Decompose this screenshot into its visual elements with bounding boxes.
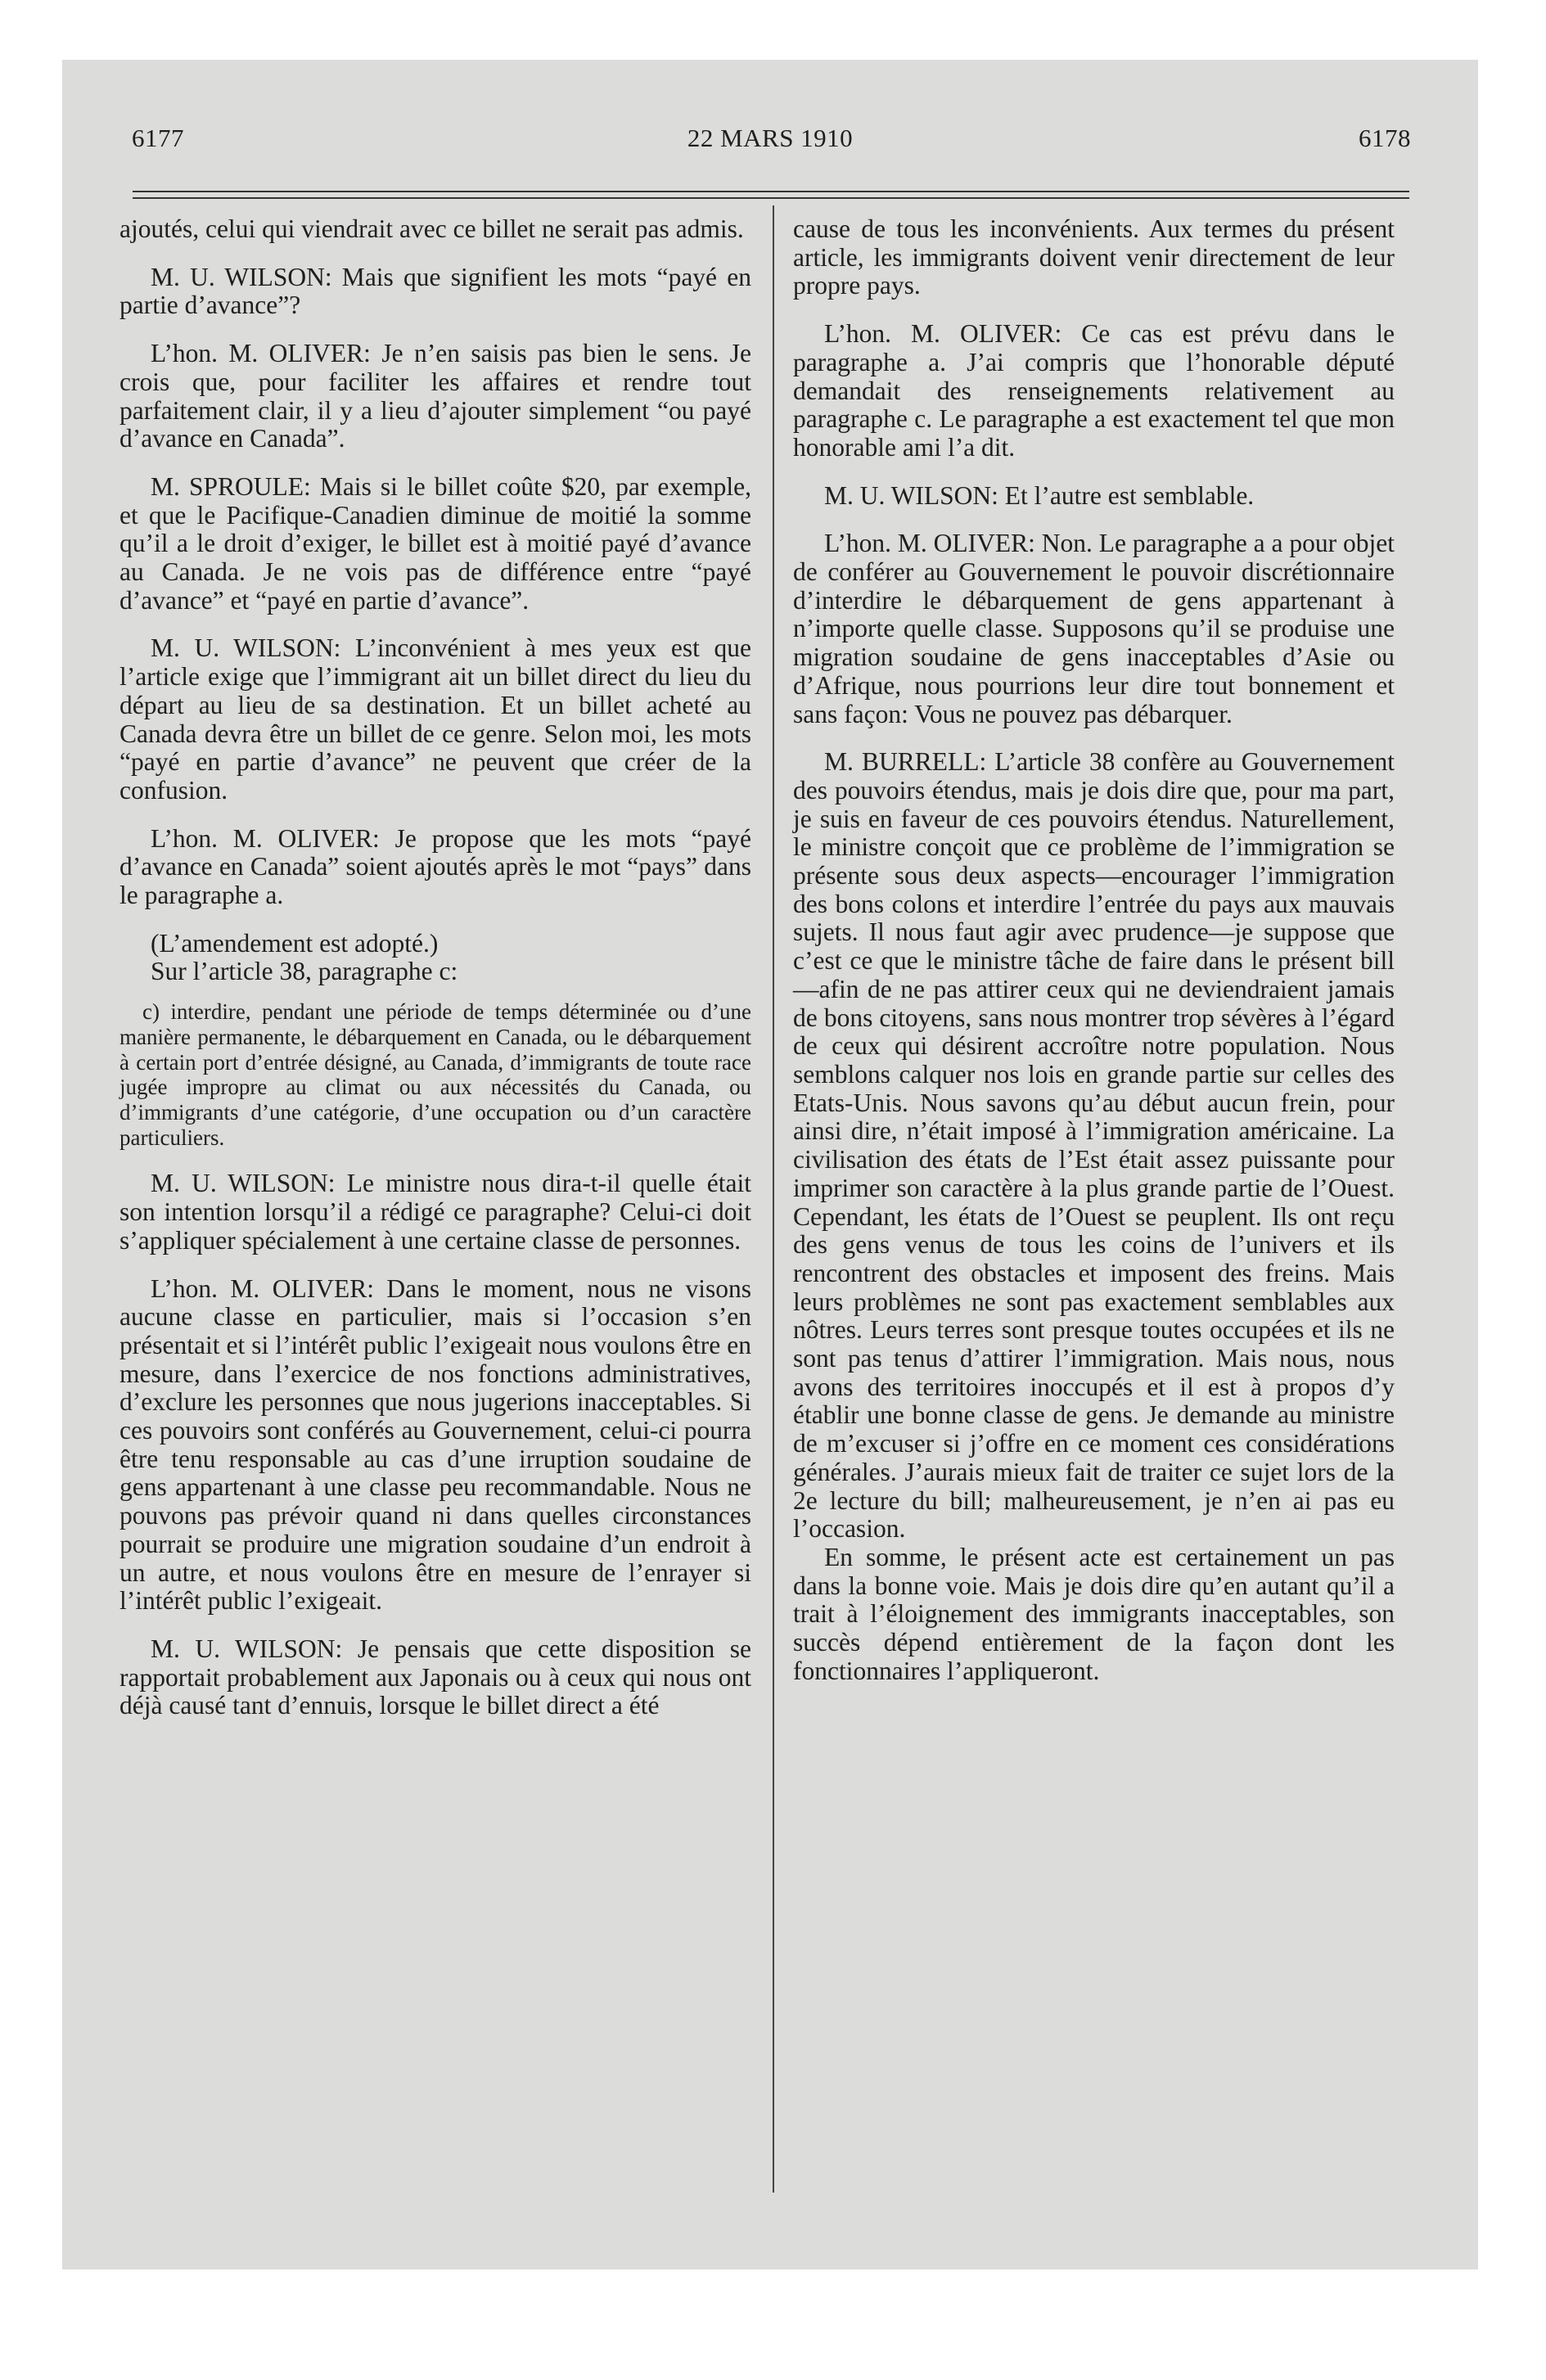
paragraph: M. U. WILSON: Le ministre nous dira-t-il quelle était son intention lorsqu’il a rédigé ce paragraphe? Celui-ci doit s’appliquer spécialement à une certaine classe de personnes. (119, 1169, 751, 1255)
paragraph: (L’amendement est adopté.) (151, 928, 439, 958)
paragraph: L’hon. M. OLIVER: Ce cas est prévu dans le paragraphe a. J’ai compris que l’honorable député demandait des renseignements relativement au paragraphe c. Le paragraphe a est exactement tel que mon honorable ami l’a dit. (793, 319, 1395, 462)
paragraph: M. BURRELL: L’article 38 confère au Gouvernement des pouvoirs étendus, mais je dois dire que, pour ma part, je suis en faveur de ces pouvoirs étendus. Naturellement, le ministre conçoit que ce problème de l’immigration se présente sous deux aspects—encourager l’immigration des bons colons et interdire l’entrée du pays aux mauvais sujets. Il nous faut agir avec prudence—je suppose que c’est ce que le ministre tâche de faire dans le présent bill—afin de ne pas attirer ceux qui ne deviendraient jamais de bons citoyens, sans nous montrer trop sévères à l’égard de ceux qui désirent accroître notre population. Nous semblons calquer nos lois en grande partie sur celles des Etats-Unis. Nous savons qu’au début aucun frein, pour ainsi dire, n’était imposé à l’immigration américaine. La civilisation des états de l’Est était assez puissante pour imprimer son caractère à la plus grande partie de l’Ouest. Cependant, les états de l’Ouest se peuplent. Ils ont reçu des gens venus de tous les coins de l’univers et ils rencontrent des obstacles et imposent des freins. Mais leurs problèmes ne sont pas exactement semblables aux nôtres. Leurs terres sont presque toutes occupées et ils ne sont pas tenus d’attirer l’immigration. Mais nous, nous avons des territoires inoccupés et il est à propos d’y établir une bonne classe de gens. Je demande au ministre de m’excuser si j’offre en ce moment ces considérations générales. J’aurais mieux fait de traiter ce sujet lors de la 2e lecture du bill; malheureusement, je n’en ai pas eu l’occasion. (793, 747, 1395, 1544)
paragraph: L’hon. M. OLIVER: Je n’en saisis pas bien le sens. Je crois que, pour faciliter les affaires et rendre tout parfaitement clair, il y a lieu d’ajouter simplement “ou payé d’avance en Canada”. (119, 339, 751, 453)
paragraph: L’hon. M. OLIVER: Dans le moment, nous ne visons aucune classe en particulier, mais si l’occasion s’en présentait et si l’intérêt public l’exigeait nous voulons être en mesure, dans l’exercice de nos fonctions administratives, d’exclure les personnes que nous jugerions inacceptables. Si ces pouvoirs sont conférés au Gouvernement, celui-ci pourra être tenu responsable au cas d’une irruption soudaine de gens appartenant à une classe peu recommandable. Nous ne pouvons pas prévoir quand ni dans quelles circonstances pourrait se produire une migration soudaine d’un endroit à un autre, et nous voulons être en mesure de l’enrayer si l’intérêt public l’exigeait. (119, 1273, 751, 1616)
quoted-clause: c) interdire, pendant une période de temps déterminée ou d’une manière permanente, le débarquement en Canada, ou le débarquement à certain port d’entrée désigné, au Canada, d’immigrants de toute race jugée impropre au climat ou aux nécessités du Canada, ou d’immigrants d’une catégorie, d’une occupation ou d’un caractère particuliers. (119, 999, 751, 1150)
paragraph: M. U. WILSON: L’inconvénient à mes yeux est que l’article exige que l’immigrant ait un billet direct du lieu du départ au lieu de sa destination. Et un billet acheté au Canada devra être un billet de ce genre. Selon moi, les mots “payé en partie d’avance” ne peuvent que créer de la confusion. (119, 633, 751, 805)
paragraph: M. U. WILSON: Et l’autre est semblable. (824, 480, 1255, 510)
paragraph: M. SPROULE: Mais si le billet coûte $20, par exemple, et que le Pacifique-Canadien diminue de moitié la somme qu’il a le droit d’exiger, le billet est à moitié payé d’avance au Canada. Je ne vois pas de différence entre “payé d’avance” et “payé en partie d’avance”. (119, 471, 751, 615)
header-rule-top (133, 191, 1409, 192)
left-page-number: 6177 (132, 124, 184, 152)
scanned-page (62, 60, 1478, 2270)
column-divider (773, 205, 774, 2193)
paragraph: En somme, le présent acte est certainement un pas dans la bonne voie. Mais je dois dire qu’en autant qu’il a trait à l’éloignement des immigrants inacceptables, son succès dépend entièrement de la façon dont les fonctionnaires l’appliqueront. (793, 1542, 1395, 1685)
paragraph: cause de tous les inconvénients. Aux termes du présent article, les immigrants doivent venir directement de leur propre pays. (793, 214, 1395, 300)
page-date: 22 MARS 1910 (687, 124, 854, 152)
header-rule-bottom (133, 197, 1409, 199)
right-page-number: 6178 (1359, 124, 1411, 152)
paragraph: Sur l’article 38, paragraphe c: (151, 957, 458, 986)
paragraph: M. U. WILSON: Mais que signifient les mots “payé en partie d’avance”? (119, 262, 751, 320)
right-column (793, 215, 1395, 1685)
paragraph: M. U. WILSON: Je pensais que cette disposition se rapportait probablement aux Japonais ou à ceux qui nous ont déjà causé tant d’ennuis, lorsque le billet direct a été (119, 1634, 751, 1720)
left-column (119, 215, 751, 1720)
paragraph: ajoutés, celui qui viendrait avec ce billet ne serait pas admis. (119, 214, 744, 243)
paragraph: L’hon. M. OLIVER: Je propose que les mots “payé d’avance en Canada” soient ajoutés après le mot “pays” dans le paragraphe a. (119, 823, 751, 910)
paragraph: L’hon. M. OLIVER: Non. Le paragraphe a a pour objet de conférer au Gouvernement le pouvoir discrétionnaire d’interdire le débarquement de gens appartenant à n’importe quelle classe. Supposons qu’il se produise une migration soudaine de gens inacceptables d’Asie ou d’Afrique, nous pourrions leur dire tout bonnement et sans façon: Vous ne pouvez pas débarquer. (793, 529, 1395, 728)
